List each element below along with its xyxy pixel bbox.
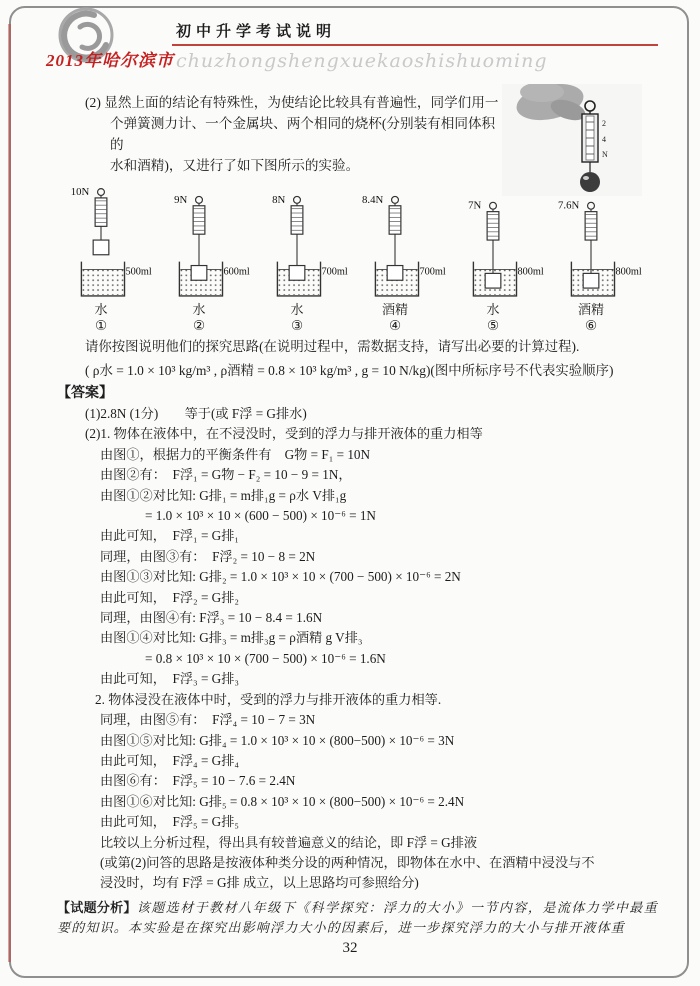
volume-label: 700ml <box>419 266 446 278</box>
liquid-label: 水 <box>192 302 206 317</box>
answer-line: 同理，由图⑤有： F浮₄ = 10 − 7 = 3N <box>100 712 316 728</box>
answer-line: 2. 物体浸没在液体中时，受到的浮力与排开液体的重力相等. <box>95 691 442 707</box>
volume-label: 500ml <box>125 266 152 278</box>
liquid-label: 水 <box>290 302 304 317</box>
apparatus-diagram <box>542 184 640 302</box>
experiment-figure-6 <box>542 184 640 333</box>
apparatus-diagram <box>444 184 542 302</box>
answer-line: 比较以上分析过程，得出具有较普遍意义的结论，即 F浮 = G排液 <box>100 834 478 850</box>
volume-label: 800ml <box>615 266 642 278</box>
instruction-line: 请你按图说明他们的探究思路(在说明过程中，需数据支持，请写出必要的计算过程). <box>85 339 580 354</box>
answer-line: 由图①⑤对比知: G排₄ = 1.0 × 10³ × 10 × (800−500) × 10⁻⁶ = 3N <box>100 732 455 748</box>
answer-line: 由此可知， F浮₃ = G排₃ <box>100 671 239 687</box>
question-analysis <box>57 898 658 938</box>
answer-line: 由图⑥有： F浮₅ = 10 − 7.6 = 2.4N <box>100 773 296 789</box>
figure-number: ② <box>192 318 206 333</box>
figure-number: ③ <box>290 318 304 333</box>
page-number: 32 <box>342 940 358 956</box>
answer-line: (2)1. 物体在液体中，在不浸没时，受到的浮力与排开液体的重力相等 <box>85 426 483 442</box>
scale-mark: 4 <box>602 135 606 144</box>
scale-mark: N <box>602 150 608 159</box>
answer-line: = 1.0 × 10³ × 10 × (600 − 500) × 10⁻⁶ = 1N <box>145 508 376 524</box>
problem-line: 水和酒精)，又进行了如下图所示的实验。 <box>110 158 360 173</box>
answer-line: 同理，由图③有： F浮₂ = 10 − 8 = 2N <box>100 548 316 564</box>
answer-line: 由图①④对比知: G排₃ = m排₃g = ρ酒精 g V排₃ <box>100 630 363 646</box>
liquid-label: 水 <box>486 302 500 317</box>
force-reading: 7.6N <box>558 199 580 212</box>
problem-statement <box>85 92 503 176</box>
answer-line: 由图①③对比知: G排₂ = 1.0 × 10³ × 10 × (700 − 500) × 10⁻⁶ = 2N <box>100 569 461 585</box>
volume-label: 800ml <box>517 266 544 278</box>
answer-line: 由此可知， F浮₂ = G排₂ <box>100 589 239 605</box>
analysis-heading: 【试题分析】 <box>57 899 137 915</box>
main-content <box>0 92 700 938</box>
apparatus-diagram <box>346 184 444 302</box>
answer-line: 由此可知， F浮₄ = G排₄ <box>100 752 239 768</box>
experiment-figure-1 <box>52 184 150 333</box>
answer-line: (1)2.8N (1分) 等于(或 F浮 = G排水) <box>85 406 307 421</box>
answer-line: = 0.8 × 10³ × 10 × (700 − 500) × 10⁻⁶ = 1.6N <box>145 650 386 666</box>
experiment-figure-4 <box>346 184 444 333</box>
answer-line: 由图①⑥对比知: G排₅ = 0.8 × 10³ × 10 × (800−500) × 10⁻⁶ = 2.4N <box>100 793 465 809</box>
analysis-text: 该题选材于教材八年级下《科学探究：浮力的大小》一节内容，是流体力学中最重要的知识。本实验是在探究出影响浮力大小的因素后，进一步探究浮力的大小与排开液体重 <box>57 899 658 935</box>
apparatus-diagram <box>150 184 248 302</box>
experiment-figure-3 <box>248 184 346 333</box>
scale-mark: 2 <box>602 119 606 128</box>
problem-line: 个弹簧测力计、一个金属块、两个相同的烧杯(分别装有相同体积的 <box>110 116 496 152</box>
figure-number: ⑤ <box>486 318 500 333</box>
volume-label: 700ml <box>321 266 348 278</box>
force-reading: 8N <box>272 193 286 206</box>
answer-line: (或第(2)问答的思路是按液体种类分设的两种情况，即物体在水中、在酒精中浸没与不 <box>100 854 595 870</box>
experiments-row <box>52 184 700 333</box>
liquid-label: 水 <box>94 302 108 317</box>
volume-label: 600ml <box>223 266 250 278</box>
force-reading: 8.4N <box>362 193 384 206</box>
answer-line: 浸没时，均有 F浮 = G排 成立，以上思路均可参照给分) <box>100 875 419 891</box>
page-header-title: 初中升学考试说明 <box>176 24 337 40</box>
figure-number: ⑥ <box>584 318 598 333</box>
experiment-figure-2 <box>150 184 248 333</box>
force-reading: 10N <box>70 185 90 198</box>
apparatus-diagram <box>248 184 346 302</box>
problem-line: (2) 显然上面的结论有特殊性，为使结论比较具有普遍性，同学们用一 <box>85 95 499 110</box>
header-pinyin: chuzhongshengxuekaoshishuoming <box>176 50 548 72</box>
answer-line: 由图①②对比知: G排₁ = m排₁g = ρ水 V排₁g <box>100 487 347 503</box>
instruction-line: ( ρ水 = 1.0 × 10³ kg/m³ , ρ酒精 = 0.8 × 10³ kg/m³ , g = 10 N/kg)(图中所标序号不代表实验顺序) <box>85 363 614 378</box>
answer-line: 由图②有： F浮₁ = G物 − F₂ = 10 − 9 = 1N， <box>100 467 352 483</box>
edition-year-city: 2013年哈尔滨市 <box>46 51 174 70</box>
liquid-label: 酒精 <box>381 302 408 317</box>
answer-heading: 【答案】 <box>57 386 113 401</box>
experiment-figure-5 <box>444 184 542 333</box>
liquid-label: 酒精 <box>577 302 604 317</box>
force-reading: 7N <box>468 199 482 212</box>
figure-number: ④ <box>388 318 402 333</box>
answer-line: 由此可知， F浮₁ = G排₁ <box>100 528 239 544</box>
answer-line: 由此可知， F浮₅ = G排₅ <box>100 814 239 830</box>
force-reading: 9N <box>174 193 188 206</box>
answer-line: 由图①，根据力的平衡条件有 G物 = F₁ = 10N <box>100 446 371 462</box>
figure-number: ① <box>94 318 108 333</box>
apparatus-diagram <box>52 184 150 302</box>
answer-line: 同理，由图④有: F浮₃ = 10 − 8.4 = 1.6N <box>100 610 323 626</box>
answer-lines <box>0 404 700 894</box>
header-red-rule <box>172 44 658 46</box>
